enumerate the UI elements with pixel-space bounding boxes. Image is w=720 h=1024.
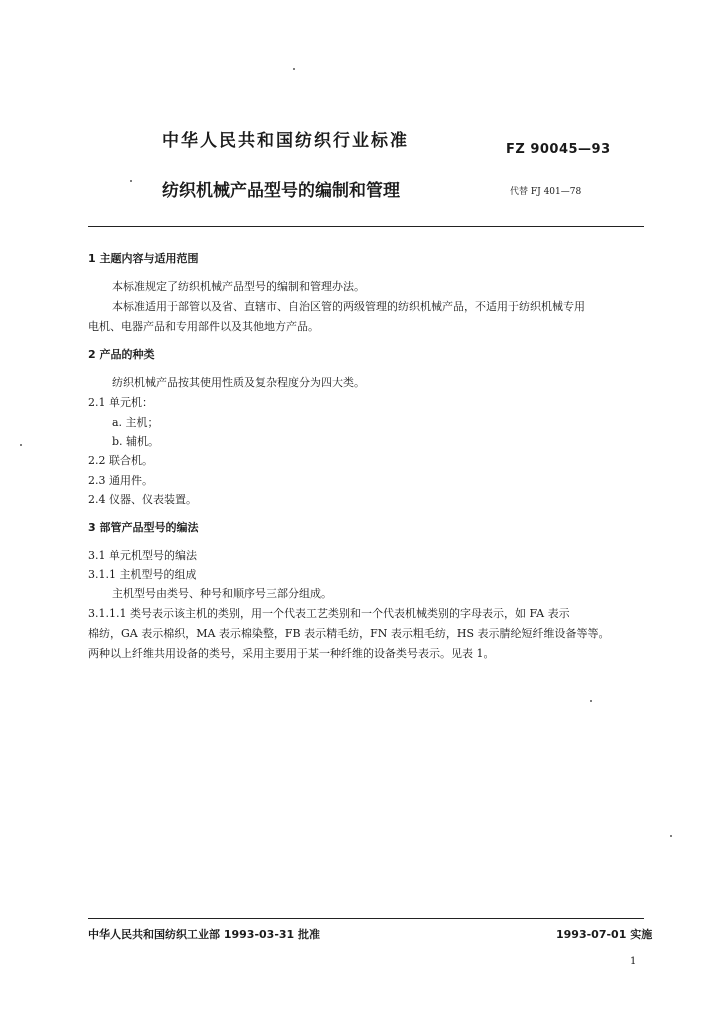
item-2-1-b: b. 辅机。 <box>112 435 160 448</box>
item-3-1-1: 3.1.1 主机型号的组成 <box>88 568 197 581</box>
item-2-1: 2.1 单元机： <box>88 396 153 409</box>
section-1-paragraph-1: 本标准规定了纺织机械产品型号的编制和管理办法。 <box>112 280 365 293</box>
standard-title: 中华人民共和国纺织行业标准 <box>162 131 409 151</box>
scan-speck <box>130 180 132 182</box>
section-1-paragraph-2-line-2: 电机、电器产品和专用部件以及其他地方产品。 <box>88 320 319 333</box>
item-2-1-a: a. 主机； <box>112 416 159 429</box>
document-title: 纺织机械产品型号的编制和管理 <box>162 181 400 201</box>
scan-speck <box>20 444 22 446</box>
item-3-1-1-1-line-1: 3.1.1.1 类号表示该主机的类别，用一个代表工艺类别和一个代表机械类别的字母表示，如 FA 表示 <box>88 607 570 620</box>
section-1-paragraph-2-line-1: 本标准适用于部管以及省、直辖市、自治区管的两级管理的纺织机械产品，不适用于纺织机械专用 <box>112 300 585 313</box>
issuer-approval: 中华人民共和国纺织工业部 1993-03-31 批准 <box>88 928 321 941</box>
item-3-1: 3.1 单元机型号的编法 <box>88 549 197 562</box>
item-2-4: 2.4 仪器、仪表装置。 <box>88 493 197 506</box>
item-2-3: 2.3 通用件。 <box>88 474 153 487</box>
item-3-1-1-1-line-2: 棉纺，GA 表示棉织，MA 表示棉染整，FB 表示精毛纺，FN 表示粗毛纺，HS 表示腈纶短纤维设备等等。 <box>88 627 610 640</box>
section-2-heading: 2 产品的种类 <box>88 348 155 361</box>
section-3-heading: 3 部管产品型号的编法 <box>88 521 199 534</box>
footer-rule <box>88 918 644 919</box>
item-3-1-1-text: 主机型号由类号、种号和顺序号三部分组成。 <box>112 587 332 600</box>
effective-date: 1993-07-01 实施 <box>556 928 653 941</box>
replaces-note: 代替 FJ 401—78 <box>510 187 582 197</box>
header-rule <box>88 226 644 227</box>
standard-code: FZ 90045—93 <box>506 142 611 157</box>
scan-speck <box>590 700 592 702</box>
section-2-paragraph-1: 纺织机械产品按其使用性质及复杂程度分为四大类。 <box>112 376 365 389</box>
item-3-1-1-1-line-3: 两种以上纤维共用设备的类号，采用主要用于某一种纤维的设备类号表示。见表 1。 <box>88 647 495 660</box>
scan-speck <box>670 835 672 837</box>
page-number: 1 <box>630 956 637 967</box>
item-2-2: 2.2 联合机。 <box>88 454 153 467</box>
scan-speck <box>293 68 295 70</box>
section-1-heading: 1 主题内容与适用范围 <box>88 252 199 265</box>
